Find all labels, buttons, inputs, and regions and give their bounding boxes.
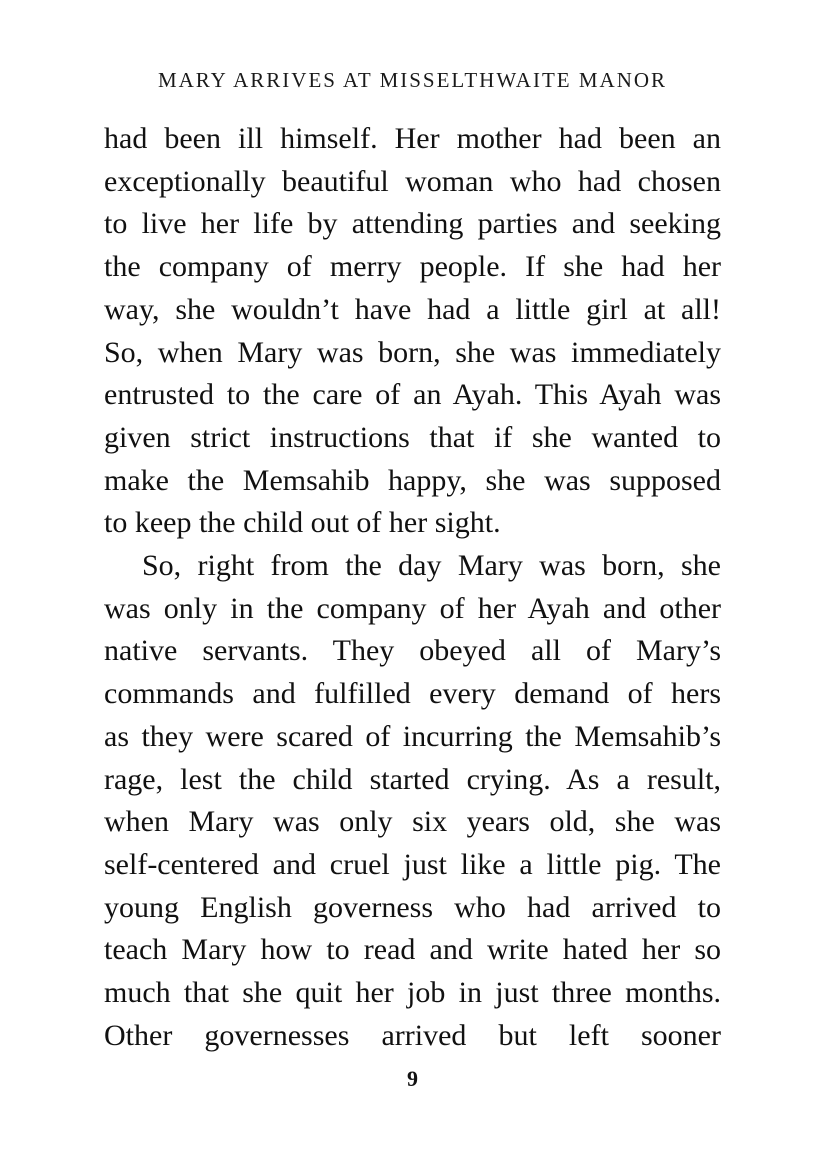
running-head: MARY ARRIVES AT MISSELTHWAITE MANOR: [157, 68, 668, 92]
paragraph-2: [104, 545, 721, 1057]
text-line: way, she wouldn’t have had a little girl at all!: [104, 292, 721, 326]
text-line: So, right from the day Mary was born, she: [142, 549, 721, 583]
text-line: make the Memsahib happy, she was supposed: [104, 463, 721, 497]
paragraph-1: [104, 118, 721, 545]
text-line: given strict instructions that if she wanted to: [104, 420, 721, 454]
text-line: was only in the company of her Ayah and other: [104, 591, 721, 625]
page-number: 9: [407, 1066, 418, 1091]
text-line: the company of merry people. If she had her: [104, 250, 721, 284]
body-text: [104, 118, 721, 1057]
text-line: had been ill himself. Her mother had been an: [104, 122, 721, 155]
text-line: self-centered and cruel just like a little pig. The: [104, 847, 721, 881]
text-line: commands and fulfilled every demand of hers: [104, 677, 721, 711]
text-line: young English governess who had arrived to: [104, 890, 721, 924]
text-line: teach Mary how to read and write hated her so: [104, 933, 721, 967]
text-line: much that she quit her job in just three months.: [104, 976, 721, 1010]
text-line: to keep the child out of her sight.: [104, 506, 501, 540]
text-line: So, when Mary was born, she was immediately: [104, 335, 721, 369]
text-line: rage, lest the child started crying. As a result,: [104, 762, 721, 796]
text-line: native servants. They obeyed all of Mary’s: [104, 634, 721, 668]
text-line: Other governesses arrived but left sooner: [104, 1018, 721, 1052]
text-line: exceptionally beautiful woman who had chosen: [104, 164, 721, 198]
text-line: to live her life by attending parties and seeking: [104, 207, 721, 241]
text-line: as they were scared of incurring the Memsahib’s: [104, 719, 721, 753]
text-line: when Mary was only six years old, she was: [104, 805, 721, 839]
text-line: entrusted to the care of an Ayah. This Ayah was: [104, 378, 721, 412]
